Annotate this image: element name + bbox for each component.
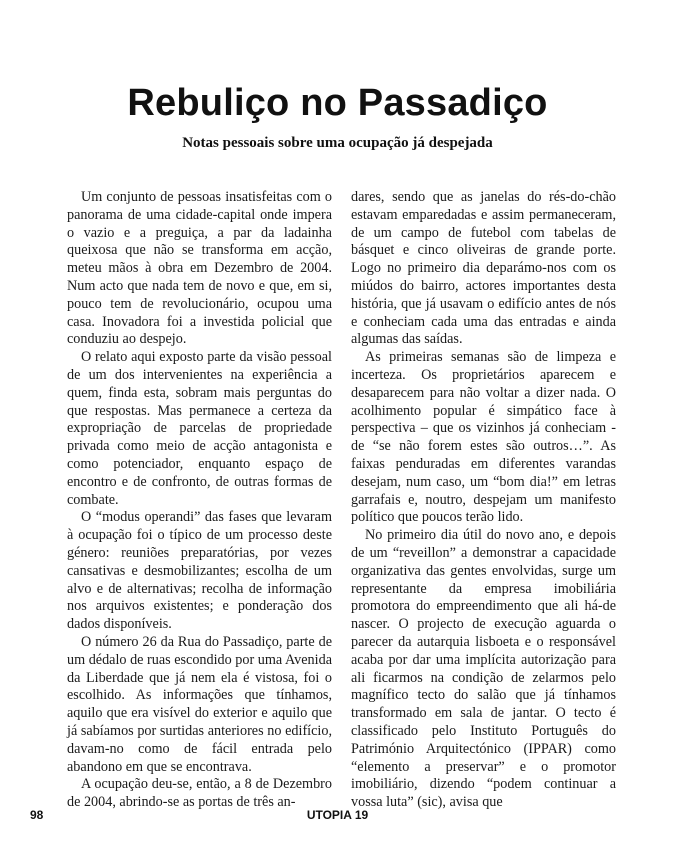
page-number: 98 — [30, 808, 44, 822]
paragraph: Um conjunto de pessoas insatisfeitas com o panorama de uma cidade-capital onde impera o vazio e a preguiça, a par da ladainha queixosa que não se transforma em acção, meteu mãos à obra em Dezembro de 2004. Num acto que nada tem de novo e que, em si, pouco tem de revolucionário, ocupou uma casa. Inovadora foi a investida policial que conduziu ao despejo. — [67, 189, 332, 348]
paragraph: As primeiras semanas são de limpeza e incerteza. Os proprietários aparecem e desaparecem para não voltar a dizer nada. O acolhimento popular é simpático face à perspectiva – que os vizinhos já conheciam - de “se não forem estes são outros…”. As faixas penduradas em diferentes varandas desejam, num caso, um “bom dia!” em letras garrafais e, noutro, despejam um manifesto político que poucos terão lido. — [351, 349, 616, 526]
article-title: Rebuliço no Passadiço — [127, 82, 548, 125]
paragraph-continued: dares, sendo que as janelas do rés-do-chão estavam emparedadas e assim permaneceram, de um campo de futebol com tabelas de básquet e cinco oliveiras de grande porte. Logo no primeiro dia deparámo-nos com os miúdos do bairro, actores importantes desta história, que já usavam o edifício antes de nós e conheciam cada uma das entradas e ainda algumas das saídas. — [351, 189, 616, 348]
paragraph: A ocupação deu-se, então, a 8 de Dezembro de 2004, abrindo-se as portas de três an- — [67, 776, 332, 811]
paragraph: O “modus operandi” das fases que levaram à ocupação foi o típico de um processo deste género: reuniões preparatórias, por vezes cansativas e desmobilizantes; escolha de um alvo e de alternativas; recolha de informação nos arquivos existentes; e ponderação dos dados disponíveis. — [67, 509, 332, 633]
paragraph: O relato aqui exposto parte da visão pessoal de um dos intervenientes na experiência a quem, finda esta, sobram mais perguntas do que respostas. Mas permanece a certeza da expropriação de parcelas de propriedade privada como meio de acção antagonista e como potenciador, enquanto espaço de encontro e de confronto, de outras formas de combate. — [67, 349, 332, 508]
publication-name: UTOPIA 19 — [306, 808, 369, 822]
paragraph: No primeiro dia útil do novo ano, e depois de um “reveillon” a demonstrar a capacidade organizativa das gentes envolvidas, surge um representante da empresa imobiliária promotora do empreendimento que ali há-de nascer. O projecto de execução aguarda o parecer da autarquia lisboeta e o responsável acaba por dar uma implícita autorização para ali ficarmos na condição de zelarmos pelo magnífico tecto do salão que já tínhamos transformado em sala de jantar. O tecto é classificado pelo Instituto Português do Património Arquitectónico (IPPAR) como “elemento a preservar” e o promotor imobiliário, dizendo “podem continuar a vossa luta” (sic), avisa que — [351, 527, 616, 811]
article-subtitle: Notas pessoais sobre uma ocupação já despejada — [182, 135, 493, 151]
text-column-left — [67, 189, 332, 812]
text-column-right — [351, 189, 616, 812]
paragraph: O número 26 da Rua do Passadiço, parte de um dédalo de ruas escondido por uma Avenida da Liberdade que já nem ela é vistosa, foi o escolhido. As informações que tínhamos, aquilo que era visível do exterior e aquilo que já sabíamos por surtidas anteriores no edifício, davam-no como de fácil entrada pelo abandono em que se encontrava. — [67, 633, 332, 775]
